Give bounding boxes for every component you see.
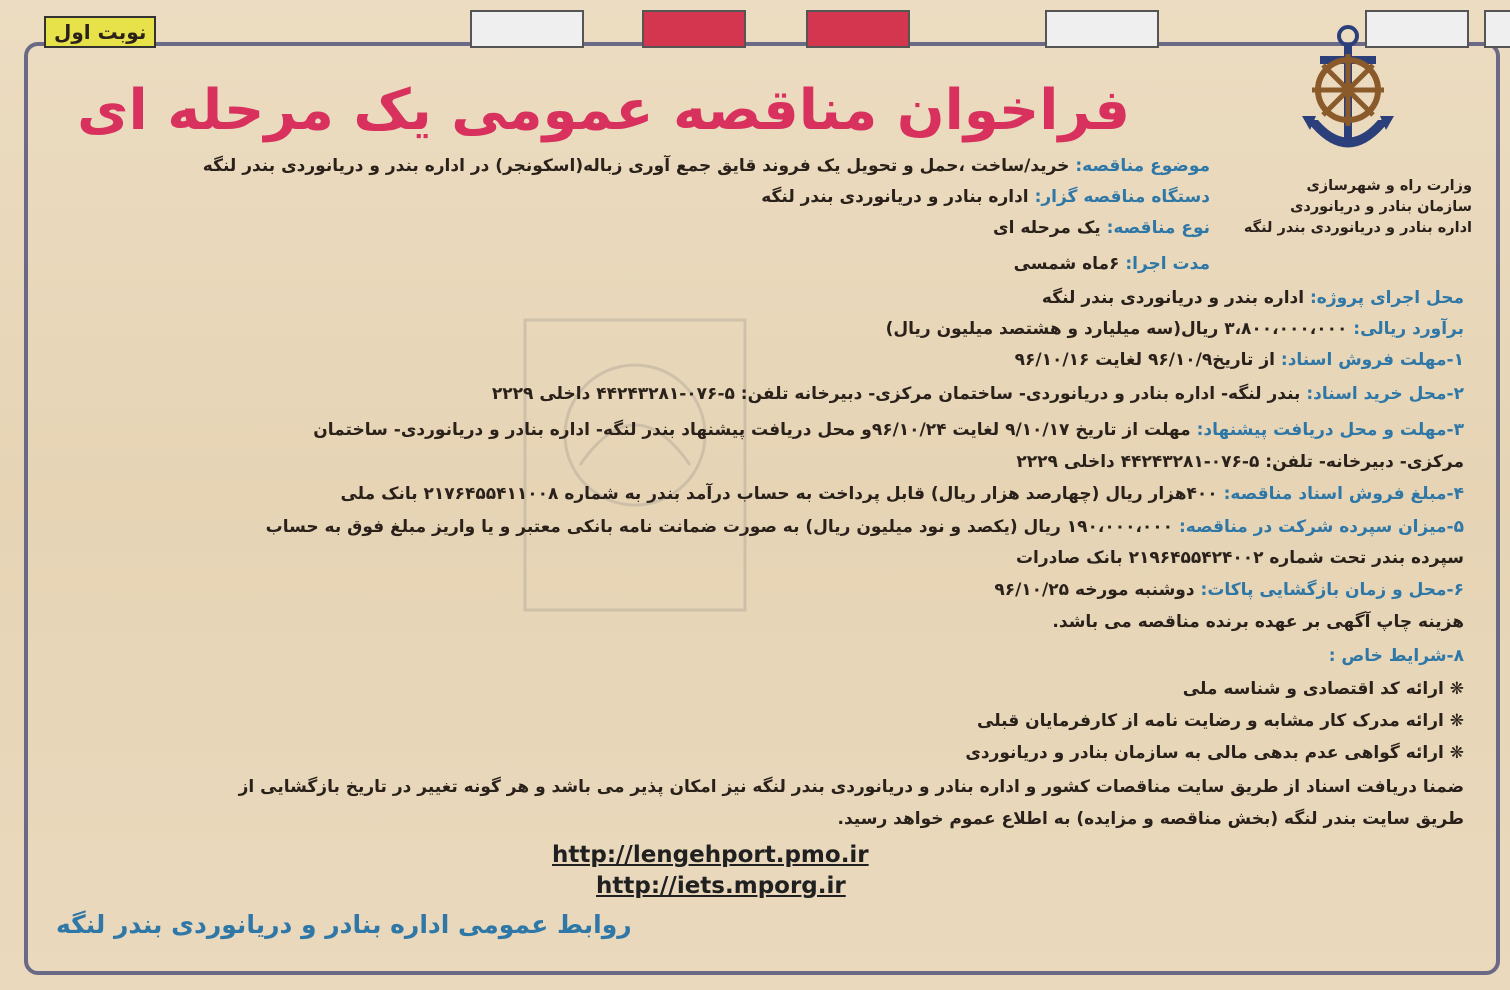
top-color-bar <box>806 10 910 48</box>
note-line: ضمنا دریافت اسناد از طریق سایت مناقصات کشور و اداره بنادر و دریانوردی بندر لنگه نیز امکان پذیر می باشد و هر گونه تغییر در تاریخ بازگشایی از <box>238 777 1464 797</box>
field-estimate: برآورد ریالی: ۳،۸۰۰،۰۰۰،۰۰۰ ریال(سه میلیارد و هشتصد میلیون ریال) <box>885 319 1464 339</box>
field-print-cost: هزینه چاپ آگهی بر عهده برنده مناقصه می باشد. <box>1052 612 1464 632</box>
anchor-logo-icon <box>1298 20 1398 170</box>
list-item: ❋ ارائه گواهی عدم بدهی مالی به سازمان بنادر و دریانوردی <box>965 743 1464 763</box>
top-color-bar <box>642 10 746 48</box>
department-name: اداره بنادر و دریانوردی بندر لنگه <box>1243 220 1472 236</box>
list-item: ❋ ارائه کد اقتصادی و شناسه ملی <box>1182 679 1464 699</box>
organization-name: سازمان بنادر و دریانوردی <box>1290 199 1472 215</box>
field-issuer: دستگاه مناقصه گزار: اداره بنادر و دریانوردی بندر لنگه <box>761 187 1210 207</box>
note-line: طریق سایت بندر لنگه (بخش مناقصه و مزایده) به اطلاع عموم خواهد رسید. <box>837 809 1464 829</box>
field-deposit-cont: سپرده بندر تحت شماره ۲۱۹۶۴۵۵۴۲۴۰۰۲ بانک صادرات <box>1015 548 1464 568</box>
top-color-bar <box>1484 10 1510 48</box>
field-type: نوع مناقصه: یک مرحله ای <box>993 218 1210 238</box>
page-title: فراخوان مناقصه عمومی یک مرحله ای <box>77 78 1130 143</box>
field-doc-price: ۴-مبلغ فروش اسناد مناقصه: ۴۰۰هزار ریال (چهارصد هزار ریال) قابل پرداخت به حساب درآمد بندر به شماره ۲۱۷۶۴۵۵۴۱۱۰۰۸ بانک ملی <box>340 484 1464 504</box>
ministry-name: وزارت راه و شهرسازی <box>1306 178 1472 194</box>
issuer-block <box>1232 176 1472 239</box>
field-project-location: محل اجرای پروژه: اداره بندر و دریانوردی بندر لنگه <box>1041 288 1464 308</box>
insertion-badge: نوبت اول <box>44 16 156 48</box>
field-submission: ۳-مهلت و محل دریافت پیشنهاد: مهلت از تاریخ ۹/۱۰/۱۷ لغایت ۹۶/۱۰/۲۴و محل دریافت پیشنهاد بندر لنگه- اداره بنادر و دریانوردی- ساختمان <box>313 420 1464 440</box>
top-color-bar <box>1045 10 1159 48</box>
watermark-seal-icon <box>520 315 750 615</box>
field-purchase-location: ۲-محل خرید اسناد: بندر لنگه- اداره بنادر و دریانوردی- ساختمان مرکزی- دبیرخانه تلفن: ۵-۰۷۶-۴۴۲۴۳۲۸۱ داخلی ۲۲۲۹ <box>491 384 1464 404</box>
field-sale-deadline: ۱-مهلت فروش اسناد: از تاریخ۹۶/۱۰/۹ لغایت ۹۶/۱۰/۱۶ <box>1014 350 1464 370</box>
url-link[interactable]: http://lengehport.pmo.ir <box>552 842 869 868</box>
field-duration: مدت اجرا: ۶ماه شمسی <box>1013 254 1210 274</box>
top-color-bar <box>470 10 584 48</box>
field-opening: ۶-محل و زمان بازگشایی پاکات: دوشنبه مورخه ۹۶/۱۰/۲۵ <box>994 580 1464 600</box>
url-link[interactable]: http://iets.mporg.ir <box>596 873 846 899</box>
list-item: ❋ ارائه مدرک کار مشابه و رضایت نامه از کارفرمایان قبلی <box>977 711 1464 731</box>
footer-signature: روابط عمومی اداره بنادر و دریانوردی بندر لنگه <box>56 910 632 939</box>
field-subject: موضوع مناقصه: خرید/ساخت ،حمل و تحویل یک فروند قایق جمع آوری زباله(اسکونجر) در اداره بندر و دریانوردی بندر لنگه <box>202 156 1210 176</box>
field-special-conditions: ۸-شرایط خاص : <box>1328 646 1464 666</box>
field-deposit: ۵-میزان سپرده شرکت در مناقصه: ۱۹۰،۰۰۰،۰۰۰ ریال (یکصد و نود میلیون ریال) به صورت ضمانت نامه بانکی معتبر و یا واریز مبلغ فوق به حساب <box>265 517 1464 537</box>
field-submission-cont: مرکزی- دبیرخانه- تلفن: ۵-۰۷۶-۴۴۲۴۳۲۸۱ داخلی ۲۲۲۹ <box>1016 452 1464 472</box>
